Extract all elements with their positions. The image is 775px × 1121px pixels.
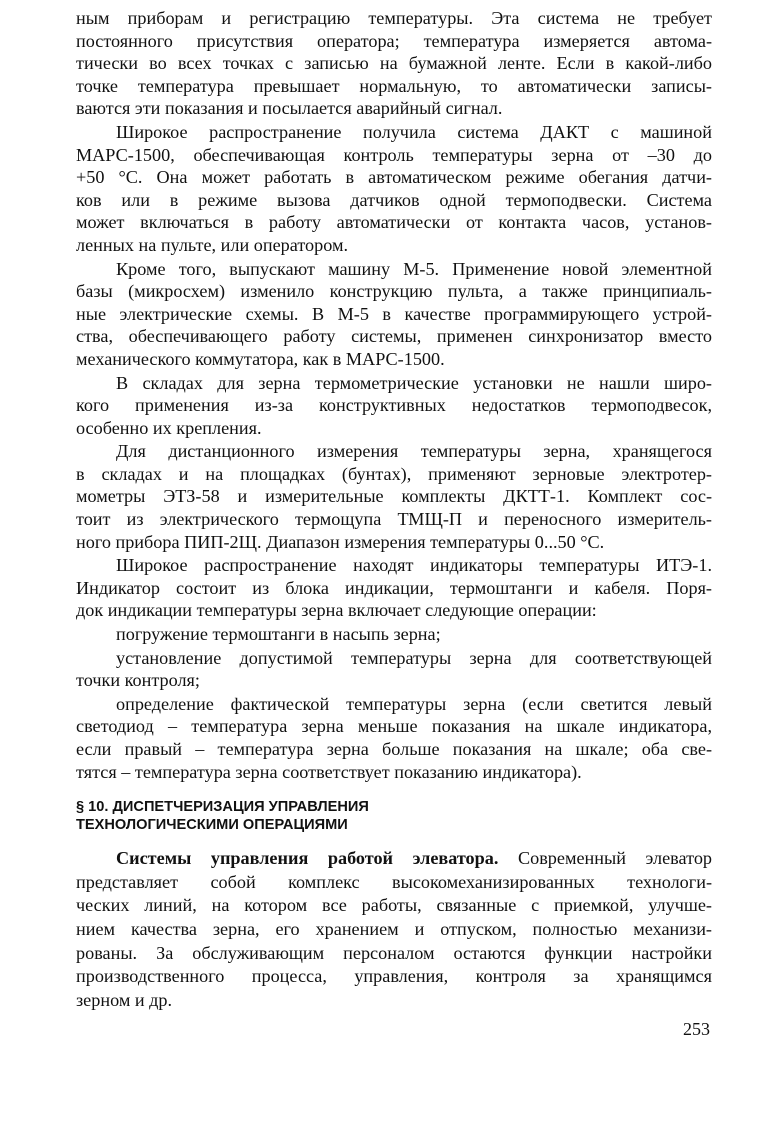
paragraph-line: В складах для зерна термометрические установки не нашли широ- <box>116 372 712 393</box>
body-text <box>76 7 712 784</box>
paragraph-line: Кроме того, выпускают машину М-5. Применение новой элементной <box>116 258 712 279</box>
paragraph-line: механического коммутатора, как в МАРС-1500. <box>76 348 445 369</box>
paragraph-line: тятся – температура зерна соответствует показанию индикатора). <box>76 761 582 782</box>
paragraph-line: установление допустимой температуры зерна для соответствующей <box>116 647 712 668</box>
paragraph-line: мометры ЭТЗ-58 и измерительные комплекты ДКТТ-1. Комплект сос- <box>76 486 712 507</box>
section-heading-line-1: § 10. ДИСПЕТЧЕРИЗАЦИЯ УПРАВЛЕНИЯ <box>76 799 369 815</box>
paragraph-line: представляет собой комплекс высокомеханизированных технологи- <box>76 871 712 892</box>
paragraph-line: ства, обеспечивающего работу системы, применен синхронизатор вместо <box>76 326 712 347</box>
paragraph-line: ным приборам и регистрацию температуры. Эта система не требует <box>76 8 712 28</box>
paragraph-line: тически во всех точках с записью на бумажной ленте. Если в какой-либо <box>76 53 712 74</box>
paragraph-line: ваются эти показания и посылается аварийный сигнал. <box>76 98 503 119</box>
paragraph-line: может включаться в работу автоматически от контакта часов, установ- <box>76 212 712 233</box>
page-number: 253 <box>683 1019 710 1039</box>
paragraph <box>76 554 712 622</box>
paragraph-line: особенно их крепления. <box>76 417 262 438</box>
paragraph-line: ленных на пульте, или оператором. <box>76 234 349 255</box>
paragraph-line: Индикатор состоит из блока индикации, термоштанги и кабеля. Поря- <box>76 577 712 598</box>
paragraph-line: постоянного присутствия оператора; температура измеряется автома- <box>76 30 712 51</box>
paragraph-line: ные электрические схемы. В М-5 в качестве программирующего устрой- <box>76 303 712 324</box>
paragraph-line: ного прибора ПИП-2Щ. Диапазон измерения температуры 0...50 °С. <box>76 531 605 552</box>
paragraph-line: производственного процесса, управления, контроля за хранящимся <box>76 966 712 987</box>
paragraph-line: Широкое распространение находят индикаторы температуры ИТЭ-1. <box>116 555 712 576</box>
paragraph-line: светодиод – температура зерна меньше показания на шкале индикатора, <box>76 716 712 737</box>
section-heading <box>76 798 369 834</box>
paragraph-line: если правый – температура зерна больше показания на шкале; оба све- <box>76 739 712 759</box>
paragraph-line: определение фактической температуры зерна (если светится левый <box>116 693 712 714</box>
paragraph <box>76 121 712 257</box>
paragraph-line: МАРС-1500, обеспечивающая контроль температуры зерна от –30 до <box>76 144 712 165</box>
paragraph-line: точки контроля; <box>76 670 200 691</box>
paragraph-line: кого применения из-за конструктивных недостатков термоподвесок, <box>76 395 712 416</box>
paragraph-line: +50 °С. Она может работать в автоматическом режиме обегания датчи- <box>76 167 712 188</box>
paragraph-line: зерном и др. <box>76 990 173 1011</box>
paragraph-line: нием качества зерна, его хранением и отпуском, полностью механизи- <box>76 919 712 940</box>
lead-line-text: Современный элеватор <box>517 848 713 868</box>
section-paragraph <box>76 847 712 1013</box>
paragraph <box>76 7 712 120</box>
paragraph-line: тоит из электрического термощупа ТМЩ-П и переносного измеритель- <box>76 509 712 530</box>
paragraph-line: точке температура превышает нормальную, то автоматически записы- <box>76 75 712 96</box>
paragraph <box>76 440 712 553</box>
lead-bold-text: Системы управления работой элеватора. <box>116 848 499 868</box>
paragraph <box>76 258 712 371</box>
paragraph-line <box>76 847 712 871</box>
paragraph-line: погружение термоштанги в насыпь зерна; <box>116 624 441 645</box>
paragraph <box>76 647 712 692</box>
paragraph-line: рованы. За обслуживающим персоналом остаются функции настройки <box>76 942 712 963</box>
paragraph-line: ческих линий, на котором все работы, связанные с приемкой, улучше- <box>76 895 712 916</box>
paragraph-line: в складах и на площадках (бунтах), применяют зерновые электротер- <box>76 463 712 484</box>
paragraph <box>76 623 712 646</box>
paragraph-line: док индикации температуры зерна включает следующие операции: <box>76 600 597 621</box>
paragraph-line: Широкое распространение получила система ДАКТ с машиной <box>116 121 712 142</box>
paragraph <box>76 372 712 440</box>
paragraph-line: ков или в режиме вызова датчиков одной термоподвески. Система <box>76 189 712 210</box>
paragraph-line: базы (микросхем) изменило конструкцию пульта, а также принципиаль- <box>76 281 712 302</box>
section-heading-line-2: ТЕХНОЛОГИЧЕСКИМИ ОПЕРАЦИЯМИ <box>76 817 348 833</box>
paragraph-line: Для дистанционного измерения температуры зерна, хранящегося <box>116 441 712 462</box>
paragraph <box>76 693 712 783</box>
